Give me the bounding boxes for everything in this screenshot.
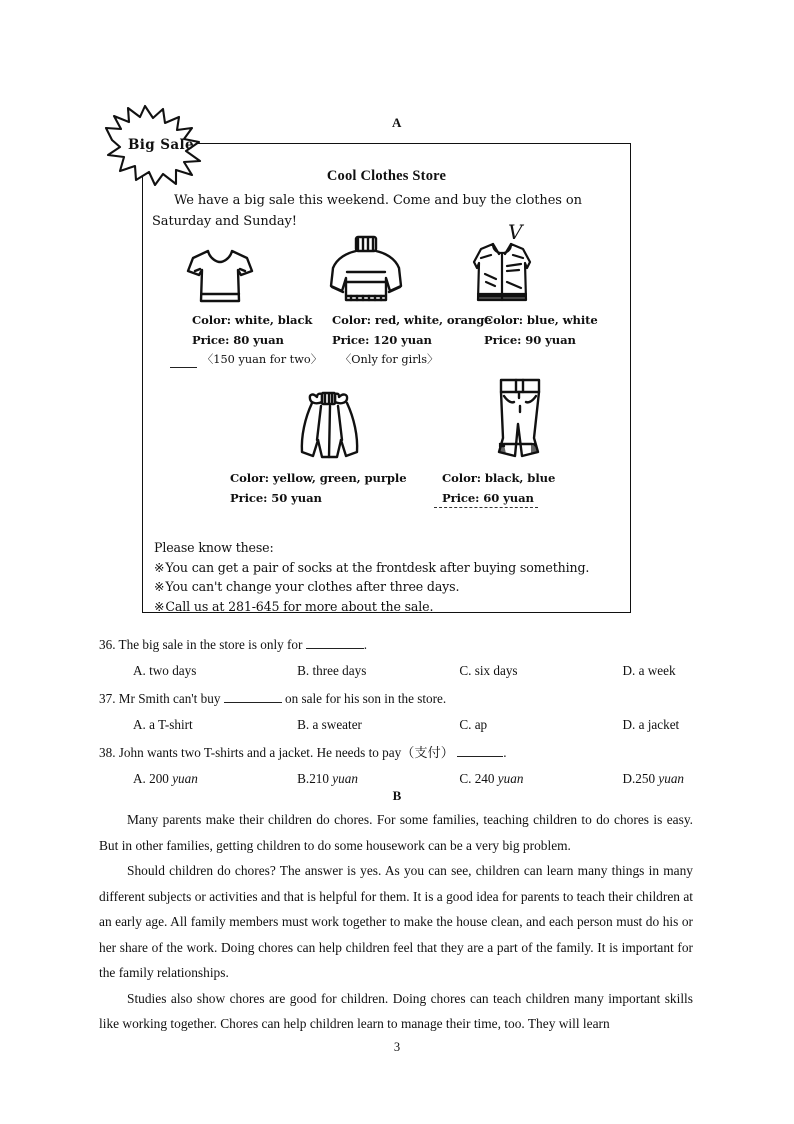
question-36-number: 36. — [99, 637, 116, 652]
item-jacket — [442, 220, 598, 370]
question-37-text-after: on sale for his son in the store. — [285, 691, 447, 706]
question-38-option-b-prefix: B.210 — [297, 771, 333, 786]
advertisement-notes — [154, 538, 624, 616]
section-label-a: A — [392, 115, 402, 130]
question-36-option-d[interactable]: D. a week — [622, 663, 676, 678]
passage-paragraph-3: Studies also show chores are good for children. Doing chores can teach children many important skills like working together. Chores can help children learn to manage their time, too. They will learn — [99, 990, 693, 1031]
question-36-option-a[interactable]: A. two days — [133, 663, 197, 678]
pencil-underline-mark — [170, 367, 197, 368]
question-37-blank — [224, 690, 282, 703]
note-text-1: You can get a pair of socks at the frontdesk after buying something. — [165, 559, 590, 575]
question-38-option-a-prefix: A. 200 — [133, 771, 173, 786]
question-37-options — [99, 712, 739, 738]
jacket-color: Color: blue, white — [484, 313, 598, 327]
question-37-text: Mr Smith can't buy — [118, 691, 221, 706]
question-36 — [99, 632, 739, 684]
sweater-note: 〈Only for girls〉 — [340, 353, 439, 366]
items-row-top — [150, 220, 620, 370]
question-37 — [99, 686, 739, 738]
question-38-text: John wants two T-shirts and a jacket. He needs to pay（支付） — [118, 745, 454, 760]
item-sweater — [290, 232, 492, 370]
reference-mark-icon: ※ — [154, 559, 165, 575]
question-38-option-b-unit: yuan — [332, 771, 358, 786]
store-intro-text: We have a big sale this weekend. Come and buy the clothes on Saturday and Sunday! — [152, 193, 582, 229]
question-38-option-c-prefix: C. 240 — [459, 771, 498, 786]
note-text-2: You can't change your clothes after three days. — [165, 579, 460, 594]
question-36-period: . — [363, 637, 367, 652]
store-title: Cool Clothes Store — [326, 168, 447, 184]
question-37-option-c[interactable]: C. ap — [459, 717, 488, 732]
sweater-icon — [290, 232, 442, 310]
question-37-stem — [99, 686, 739, 712]
reference-mark-icon: ※ — [154, 598, 165, 614]
question-36-text: The big sale in the store is only for — [118, 637, 303, 652]
tshirt-icon — [150, 232, 290, 310]
question-38-option-d-unit: yuan — [658, 771, 685, 786]
question-37-option-a[interactable]: A. a T-shirt — [133, 717, 193, 732]
big-sale-label: Big Sale — [127, 137, 195, 153]
v-pen-mark: V — [508, 220, 523, 244]
question-37-option-d[interactable]: D. a jacket — [622, 717, 680, 732]
page-number: 3 — [393, 1040, 401, 1054]
question-36-option-c[interactable]: C. six days — [459, 663, 518, 678]
tshirt-price: Price: 80 yuan — [192, 333, 284, 347]
reading-passage — [99, 807, 693, 1037]
question-38-option-a-unit: yuan — [172, 771, 198, 786]
question-38-period: . — [503, 745, 507, 760]
question-38-number: 38. — [99, 745, 116, 760]
question-38 — [99, 740, 739, 792]
jacket-price: Price: 90 yuan — [484, 333, 576, 347]
reference-mark-icon: ※ — [154, 579, 165, 594]
question-36-options — [99, 658, 739, 684]
question-36-blank — [306, 636, 364, 649]
pencil-dashed-mark — [434, 507, 538, 508]
sweater-price: Price: 120 yuan — [332, 333, 432, 347]
sweater-color: Color: red, white, orange — [332, 313, 492, 327]
tshirt-note — [150, 350, 322, 370]
skirt-icon — [230, 390, 430, 468]
item-tshirt — [150, 232, 322, 370]
note-text-3: Call us at 281-645 for more about the sale. — [165, 598, 434, 614]
pants-icon — [430, 390, 610, 468]
big-sale-badge — [104, 104, 216, 186]
tshirt-color: Color: white, black — [192, 313, 313, 327]
passage-paragraph-1: Many parents make their children do chores. For some families, teaching children to do chores is easy. But in other families, getting children to do some housework can be a very big problem. — [99, 812, 693, 853]
passage-paragraph-2: Should children do chores? The answer is yes. As you can see, children can learn many things in many different subjects or activities and that is helpful for them. It is a good idea for parents to teach their children at an early age. All family members must work together to make the house clean, and each person must do his or her share of the work. Doing chores can help children feel that they are a part of the family. It is important for the family relationships. — [99, 863, 693, 980]
note-line-3 — [154, 597, 624, 617]
item-skirt — [230, 390, 430, 508]
item-pants — [430, 390, 610, 508]
question-36-stem — [99, 632, 739, 658]
note-line-2 — [154, 577, 624, 597]
section-label-b: B — [392, 788, 402, 803]
question-38-stem — [99, 740, 739, 766]
jacket-icon — [442, 232, 562, 310]
question-37-option-b[interactable]: B. a sweater — [297, 717, 362, 732]
skirt-price: Price: 50 yuan — [230, 491, 322, 505]
question-38-option-d-prefix: D.250 — [622, 771, 659, 786]
notes-heading: Please know these: — [154, 540, 274, 555]
skirt-color: Color: yellow, green, purple — [230, 471, 407, 485]
question-38-option-c-unit: yuan — [497, 771, 524, 786]
pants-price — [430, 488, 610, 508]
pants-color: Color: black, blue — [442, 471, 556, 485]
question-38-blank — [457, 744, 503, 757]
tshirt-note-text: 〈150 yuan for two〉 — [202, 353, 322, 366]
question-36-option-b[interactable]: B. three days — [297, 663, 367, 678]
items-row-bottom — [230, 390, 630, 508]
questions-list — [99, 632, 739, 794]
question-37-number: 37. — [99, 691, 116, 706]
note-line-1 — [154, 558, 624, 578]
pants-price-text: Price: 60 yuan — [442, 491, 534, 505]
